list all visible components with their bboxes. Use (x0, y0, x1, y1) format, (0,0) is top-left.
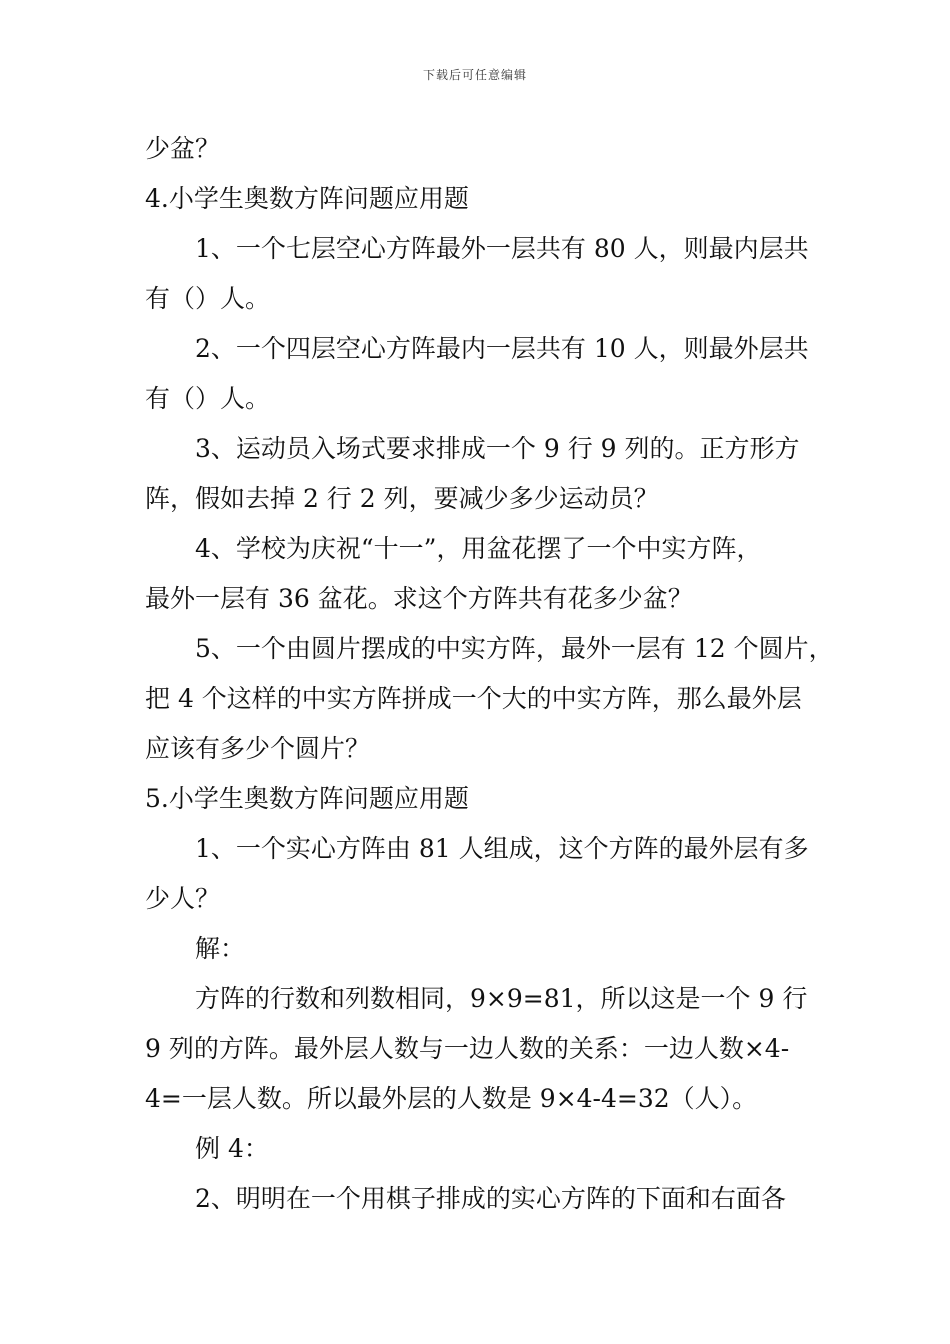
text-line: 把 4 个这样的中实方阵拼成一个大的中实方阵，那么最外层 (145, 684, 802, 713)
question-line: 1、一个七层空心方阵最外一层共有 80 人，则最内层共 (195, 234, 809, 263)
section-heading: 5.小学生奥数方阵问题应用题 (145, 784, 469, 813)
text-line: 9 列的方阵。最外层人数与一边人数的关系：一边人数×4- (145, 1034, 790, 1063)
text-line: 有（）人。 (145, 284, 271, 313)
question-line: 2、一个四层空心方阵最内一层共有 10 人，则最外层共 (195, 334, 809, 363)
text-line: 阵，假如去掉 2 行 2 列，要减少多少运动员？ (145, 484, 659, 513)
solution-label: 解： (195, 934, 246, 963)
example-label: 例 4： (195, 1134, 269, 1163)
question-line: 4、学校为庆祝“十一”，用盆花摆了一个中实方阵， (195, 534, 762, 563)
text-line: 有（）人。 (145, 384, 271, 413)
text-line: 4=一层人数。所以最外层的人数是 9×4-4=32（人）。 (145, 1084, 758, 1113)
text-line: 少盆？ (145, 134, 221, 163)
text-line: 少人？ (145, 884, 221, 913)
page-header: 下载后可任意编辑 (422, 68, 527, 82)
question-line: 5、一个由圆片摆成的中实方阵，最外一层有 12 个圆片， (195, 634, 834, 663)
document-body (145, 128, 834, 1228)
question-line: 3、运动员入场式要求排成一个 9 行 9 列的。正方形方 (195, 434, 800, 463)
text-line: 最外一层有 36 盆花。求这个方阵共有花多少盆？ (145, 584, 693, 613)
question-line: 2、明明在一个用棋子排成的实心方阵的下面和右面各 (195, 1184, 786, 1213)
section-heading: 4.小学生奥数方阵问题应用题 (145, 184, 469, 213)
question-line: 1、一个实心方阵由 81 人组成，这个方阵的最外层有多 (195, 834, 809, 863)
solution-line: 方阵的行数和列数相同，9×9=81，所以这是一个 9 行 (195, 984, 808, 1013)
text-line: 应该有多少个圆片？ (145, 734, 371, 763)
